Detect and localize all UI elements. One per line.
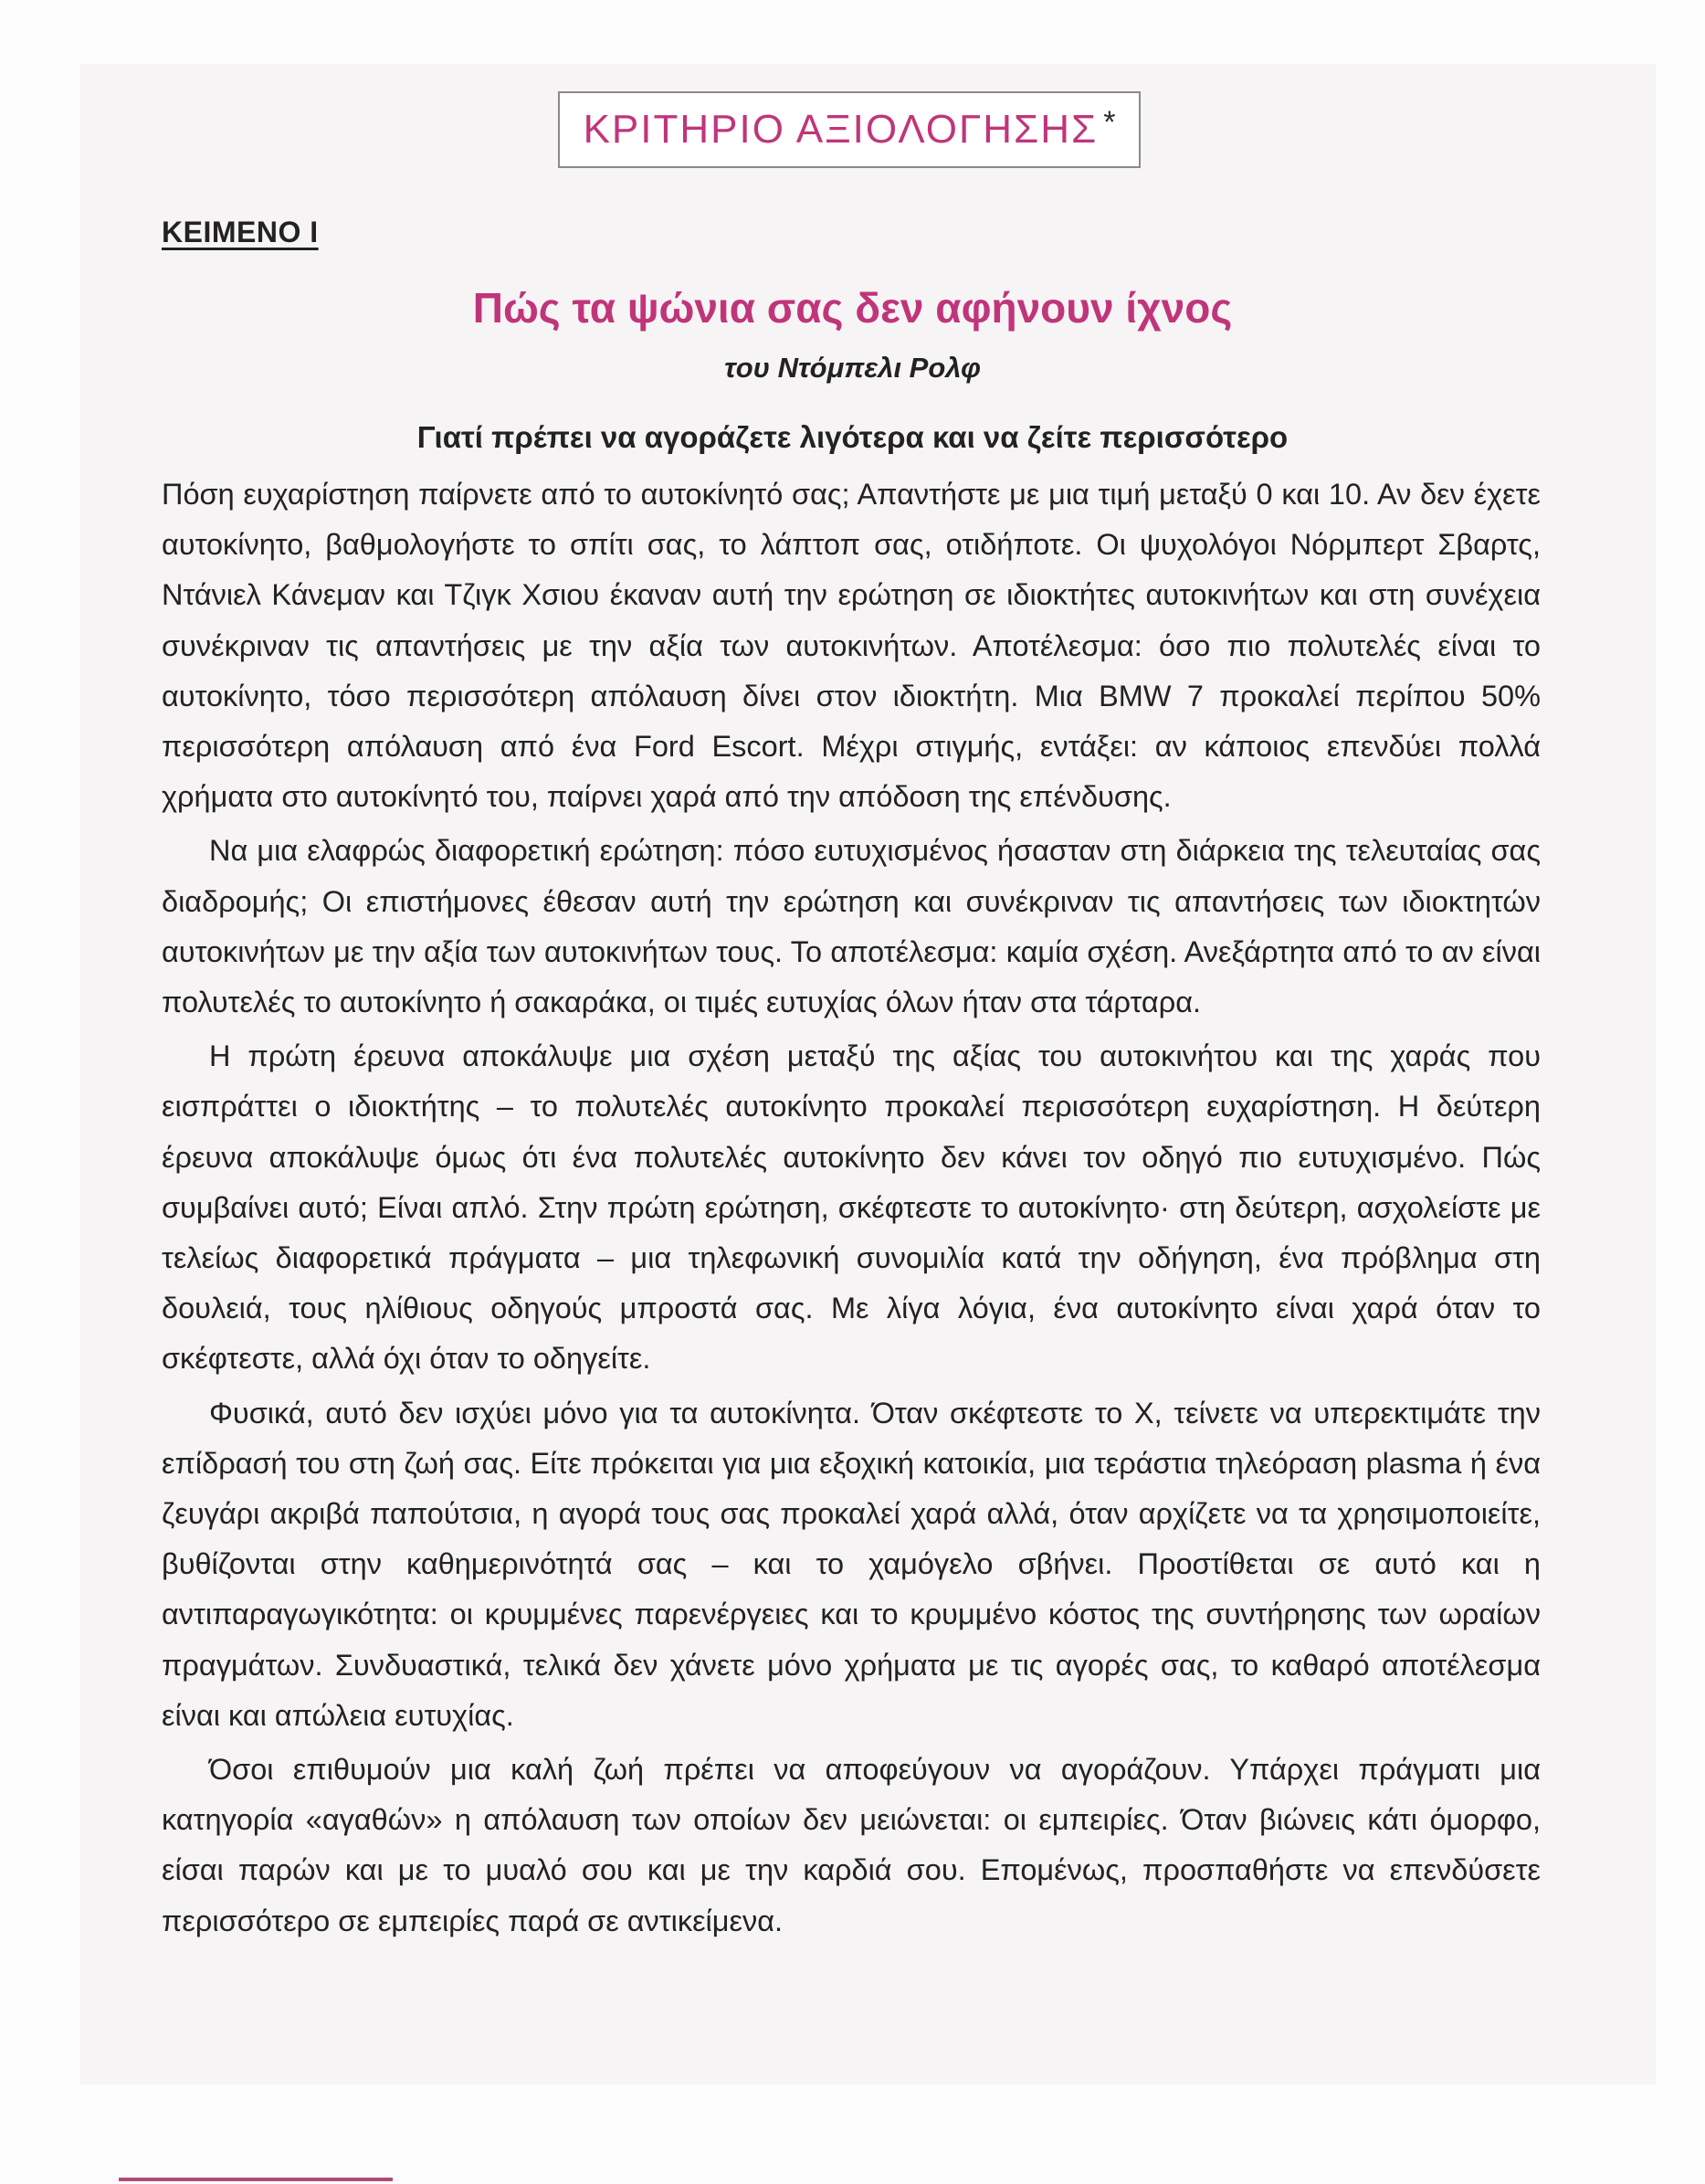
title-asterisk: * (1103, 104, 1116, 140)
article-body (162, 470, 1541, 1950)
article-byline: του Ντόμπελι Ρολφ (724, 352, 981, 384)
article-subtitle: Γιατί πρέπει να αγοράζετε λιγότερα και να ζείτε περισσότερο (416, 420, 1289, 454)
paragraph-3: Η πρώτη έρευνα αποκάλυψε μια σχέση μεταξύ της αξίας του αυτοκινήτου και της χαράς που εισπράττει ο ιδιοκτήτης – το πολυτελές αυτοκίνητο προκαλεί περισσότερη ευχαρίστηση. Η δεύτερη έρευνα αποκάλυψε όμως ότι ένα πολυτελές αυτοκίνητο δεν κάνει τον οδηγό πιο ευτυχισμένο. Πώς συμβαίνει αυτό; Είναι απλό. Στην πρώτη ερώτηση, σκέφτεστε το αυτοκίνητο· στη δεύτερη, ασχολείστε με τελείως διαφορετικά πράγματα – μια τηλεφωνική συνομιλία κατά την οδήγηση, ένα πρόβλημα στη δουλειά, τους ηλίθιους οδηγούς μπροστά σας. Με λίγα λόγια, ένα αυτοκίνητο είναι χαρά όταν το σκέφτεστε, αλλά όχι όταν το οδηγείτε. (162, 1039, 1541, 1376)
section-label: ΚΕΙΜΕΝΟ Ι (162, 216, 319, 248)
article-headline: Πώς τα ψώνια σας δεν αφήνουν ίχνος (472, 284, 1233, 332)
footer-divider (119, 2178, 393, 2181)
paragraph-2: Να μια ελαφρώς διαφορετική ερώτηση: πόσο ευτυχισμένος ήσασταν στη διάρκεια της τελευταίας σας διαδρομής; Οι επιστήμονες έθεσαν αυτή την ερώτηση και συνέκριναν τις απαντήσεις των ιδιοκτητών αυτοκινήτων με την αξία των αυτοκινήτων τους. Το αποτέλεσμα: καμία σχέση. Ανεξάρτητα από το αν είναι πολυτελές το αυτοκίνητο ή σακαράκα, οι τιμές ευτυχίας όλων ήταν στα τάρταρα. (162, 834, 1541, 1019)
title-box (558, 91, 1141, 168)
paragraph-5: Όσοι επιθυμούν μια καλή ζωή πρέπει να αποφεύγουν να αγοράζουν. Υπάρχει πράγματι μια κατηγορία «αγαθών» η απόλαυση των οποίων δεν μειώνεται: οι εμπειρίες. Όταν βιώνεις κάτι όμορφο, είσαι παρών και με το μυαλό σου και με την καρδιά σου. Επομένως, προσπαθήστε να επενδύσετε περισσότερο σε εμπειρίες παρά σε αντικείμενα. (162, 1753, 1541, 1937)
paragraph-4: Φυσικά, αυτό δεν ισχύει μόνο για τα αυτοκίνητα. Όταν σκέφτεστε το Χ, τείνετε να υπερεκτιμάτε την επίδρασή του στη ζωή σας. Είτε πρόκειται για μια εξοχική κατοικία, μια τεράστια τηλεόραση plasma ή ένα ζευγάρι ακριβά παπούτσια, η αγορά τους σας προκαλεί χαρά αλλά, όταν αρχίζετε να τα χρησιμοποιείτε, βυθίζονται στην καθημερινότητά σας – και το χαμόγελο σβήνει. Προστίθεται σε αυτό και η αντιπαραγωγικότητα: οι κρυμμένες παρενέργειες και το κρυμμένο κόστος της συντήρησης των ωραίων πραγμάτων. Συνδυαστικά, τελικά δεν χάνετε μόνο χρήματα με τις αγορές σας, το καθαρό αποτέλεσμα είναι και απώλεια ευτυχίας. (162, 1396, 1541, 1732)
paragraph-1: Πόση ευχαρίστηση παίρνετε από το αυτοκίνητό σας; Απαντήστε με μια τιμή μεταξύ 0 και 10. Αν δεν έχετε αυτοκίνητο, βαθμολογήστε το σπίτι σας, το λάπτοπ σας, οτιδήποτε. Οι ψυχολόγοι Νόρμπερτ Σβαρτς, Ντάνιελ Κάνεμαν και Τζιγκ Χσιου έκαναν αυτή την ερώτηση σε ιδιοκτήτες αυτοκινήτων και στη συνέχεια συνέκριναν τις απαντήσεις με την αξία των αυτοκινήτων. Αποτέλεσμα: όσο πιο πολυτελές είναι το αυτοκίνητο, τόσο περισσότερη απόλαυση δίνει στον ιδιοκτήτη. Μια BMW 7 προκαλεί περίπου 50% περισσότερη απόλαυση από ένα Ford Escort. Μέχρι στιγμής, εντάξει: αν κάποιος επενδύει πολλά χρήματα στο αυτοκίνητό του, παίρνει χαρά από την απόδοση της επένδυσης. (162, 478, 1541, 814)
page-title: ΚΡΙΤΗΡΙΟ ΑΞΙΟΛΟΓΗΣΗΣ (583, 107, 1099, 152)
